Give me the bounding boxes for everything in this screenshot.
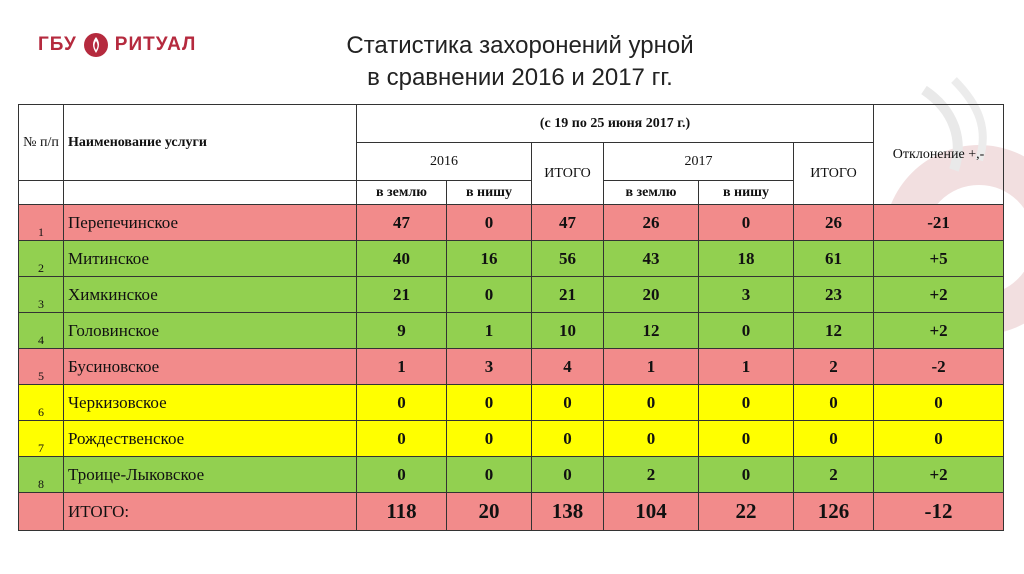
flame-logo-icon — [83, 32, 109, 58]
row-value: -2 — [874, 349, 1004, 385]
table-row — [19, 349, 1004, 385]
row-value: 2 — [604, 457, 699, 493]
header-ground-2016: в землю — [357, 181, 447, 205]
row-value: 0 — [699, 385, 794, 421]
row-value: 0 — [357, 457, 447, 493]
header-year-2016: 2016 — [357, 143, 532, 181]
row-value: 18 — [699, 241, 794, 277]
row-value: 4 — [532, 349, 604, 385]
row-number: 3 — [19, 277, 64, 313]
row-value: 0 — [604, 421, 699, 457]
row-value: 12 — [604, 313, 699, 349]
header-num: № п/п — [19, 105, 64, 181]
table-row — [19, 457, 1004, 493]
row-value: 56 — [532, 241, 604, 277]
row-value: 20 — [604, 277, 699, 313]
table-row — [19, 313, 1004, 349]
header-niche-2016: в нишу — [447, 181, 532, 205]
brand-right: РИТУАЛ — [114, 34, 197, 55]
total-cell: 126 — [794, 493, 874, 531]
row-value: 12 — [794, 313, 874, 349]
row-value: 0 — [794, 385, 874, 421]
table-row — [19, 277, 1004, 313]
row-value: 0 — [874, 385, 1004, 421]
row-value: 26 — [794, 205, 874, 241]
row-number: 2 — [19, 241, 64, 277]
row-name: Рождественское — [64, 421, 357, 457]
row-value: 43 — [604, 241, 699, 277]
total-cell: 22 — [699, 493, 794, 531]
brand-logo — [38, 32, 196, 58]
row-number: 7 — [19, 421, 64, 457]
row-value: 21 — [532, 277, 604, 313]
title-line-1: Статистика захоронений урной — [346, 32, 694, 59]
row-value: 23 — [794, 277, 874, 313]
header-year-2017: 2017 — [604, 143, 794, 181]
row-value: 2 — [794, 457, 874, 493]
header-niche-2017: в нишу — [699, 181, 794, 205]
row-number: 8 — [19, 457, 64, 493]
table-row — [19, 241, 1004, 277]
title-line-2: в сравнении 2016 и 2017 гг. — [367, 64, 673, 91]
row-value: 0 — [874, 421, 1004, 457]
header-total-2017: ИТОГО — [794, 143, 874, 205]
header-deviation: Отклонение +,- — [874, 105, 1004, 205]
row-number: 4 — [19, 313, 64, 349]
brand-left: ГБУ — [38, 34, 77, 55]
row-value: 3 — [447, 349, 532, 385]
total-cell: 20 — [447, 493, 532, 531]
row-value: 61 — [794, 241, 874, 277]
row-value: 2 — [794, 349, 874, 385]
row-number: 5 — [19, 349, 64, 385]
row-value: 0 — [447, 385, 532, 421]
row-value: 21 — [357, 277, 447, 313]
row-value: 3 — [699, 277, 794, 313]
total-cell: 138 — [532, 493, 604, 531]
total-cell: 118 — [357, 493, 447, 531]
row-number: 6 — [19, 385, 64, 421]
row-value: 1 — [357, 349, 447, 385]
row-value: 0 — [357, 385, 447, 421]
row-name: Черкизовское — [64, 385, 357, 421]
total-row — [19, 493, 1004, 531]
table-row — [19, 205, 1004, 241]
row-value: 10 — [532, 313, 604, 349]
row-value: +2 — [874, 457, 1004, 493]
row-value: 0 — [447, 277, 532, 313]
row-value: 0 — [794, 421, 874, 457]
row-value: 47 — [357, 205, 447, 241]
total-label: ИТОГО: — [64, 493, 357, 531]
row-value: +2 — [874, 313, 1004, 349]
row-value: 0 — [357, 421, 447, 457]
row-value: 0 — [699, 421, 794, 457]
row-value: 1 — [699, 349, 794, 385]
row-value: 0 — [532, 421, 604, 457]
row-value: +2 — [874, 277, 1004, 313]
row-value: -21 — [874, 205, 1004, 241]
row-value: 0 — [699, 313, 794, 349]
row-value: 16 — [447, 241, 532, 277]
row-name: Химкинское — [64, 277, 357, 313]
page-title — [240, 30, 800, 94]
header-name: Наименование услуги — [64, 105, 357, 181]
burial-statistics-table — [18, 104, 1004, 531]
row-number: 1 — [19, 205, 64, 241]
row-value: 0 — [532, 457, 604, 493]
table-row — [19, 421, 1004, 457]
header-total-2016: ИТОГО — [532, 143, 604, 205]
row-name: Троице-Лыковское — [64, 457, 357, 493]
row-value: 0 — [532, 385, 604, 421]
row-value: 0 — [447, 421, 532, 457]
row-value: 26 — [604, 205, 699, 241]
total-cell: -12 — [874, 493, 1004, 531]
row-value: 0 — [447, 457, 532, 493]
row-value: 40 — [357, 241, 447, 277]
table-row — [19, 385, 1004, 421]
row-value: 0 — [447, 205, 532, 241]
row-value: +5 — [874, 241, 1004, 277]
header-period: (с 19 по 25 июня 2017 г.) — [357, 105, 874, 143]
row-value: 9 — [357, 313, 447, 349]
row-name: Митинское — [64, 241, 357, 277]
header-ground-2017: в землю — [604, 181, 699, 205]
row-name: Головинское — [64, 313, 357, 349]
row-name: Перепечинское — [64, 205, 357, 241]
row-value: 0 — [699, 457, 794, 493]
row-name: Бусиновское — [64, 349, 357, 385]
row-value: 1 — [447, 313, 532, 349]
total-cell: 104 — [604, 493, 699, 531]
row-value: 1 — [604, 349, 699, 385]
row-value: 0 — [604, 385, 699, 421]
row-value: 47 — [532, 205, 604, 241]
row-value: 0 — [699, 205, 794, 241]
